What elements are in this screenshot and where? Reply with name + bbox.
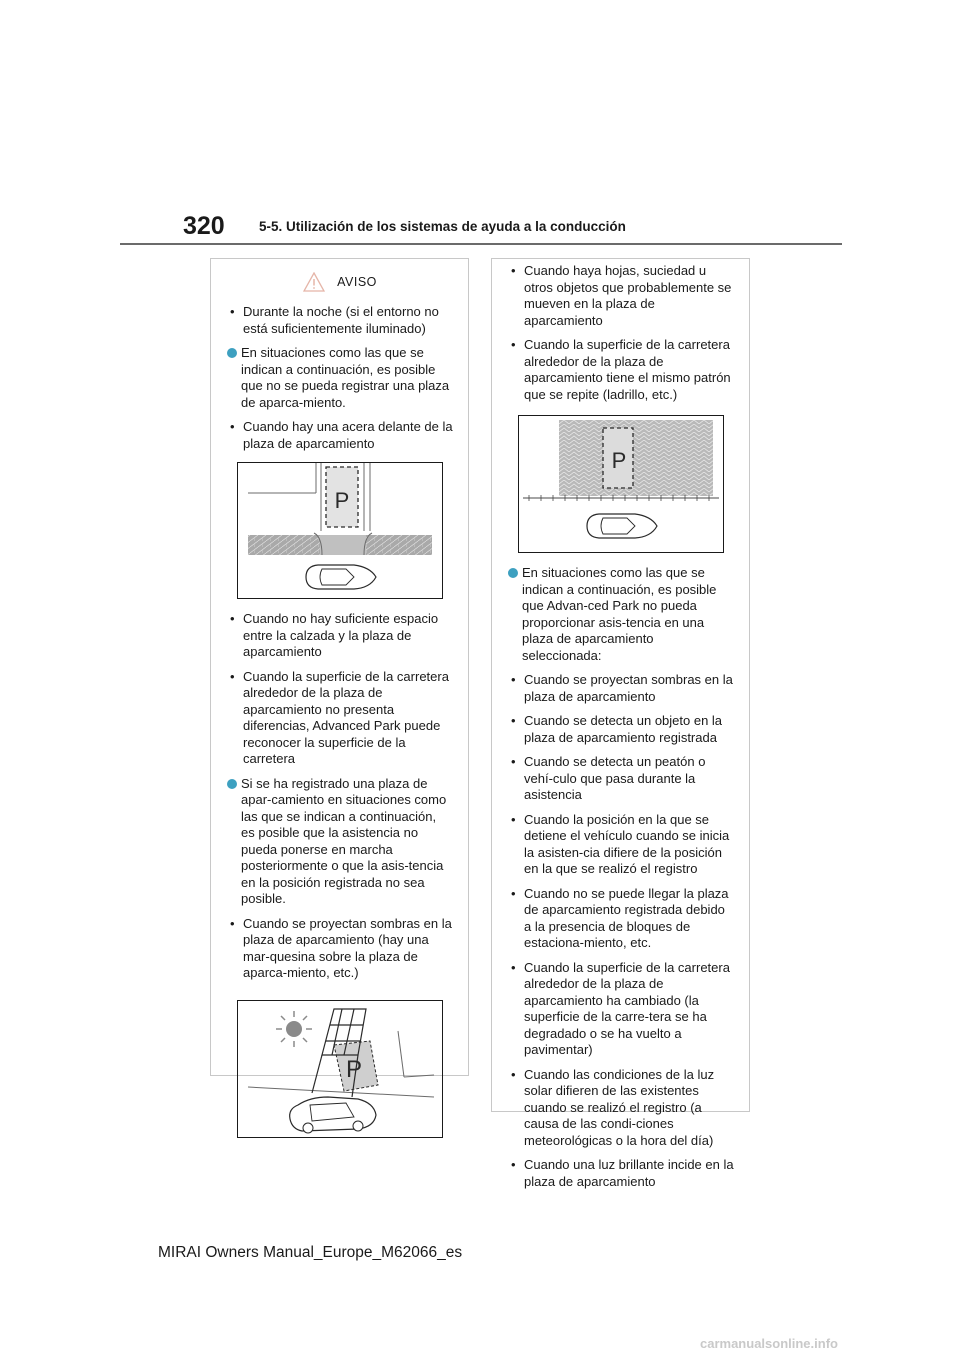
list-item: • Cuando se proyectan sombras en la plaza de aparcamiento (hay una mar-quesina sobre la plaza de aparca-miento, etc.) xyxy=(227,916,453,982)
warning-title: AVISO xyxy=(337,274,377,289)
parking-p-mark: P xyxy=(345,1055,363,1083)
list-item: • Cuando la superficie de la carretera alrededor de la plaza de aparcamiento tiene el mismo patrón que se repite (ladrillo, etc.) xyxy=(508,337,734,403)
car-icon xyxy=(290,1097,376,1133)
list-item: • Cuando se detecta un objeto en la plaza de aparcamiento registrada xyxy=(508,713,734,746)
page-header xyxy=(0,0,960,250)
list-item: • Cuando hay una acera delante de la plaza de aparcamiento xyxy=(227,419,453,452)
warning-box-left xyxy=(210,258,469,1083)
parking-p-mark: P xyxy=(334,488,350,513)
car-icon xyxy=(587,514,657,538)
illustration-brick-pattern xyxy=(518,415,724,553)
list-item: • Cuando haya hojas, suciedad u otros objetos que probablemente se mueven en la plaza de aparcamiento xyxy=(508,263,734,329)
list-item: • Cuando la superficie de la carretera alrededor de la plaza de aparcamiento ha cambiado (la superficie de la carre-tera se ha degradado o se ha vuelto a pavimentar) xyxy=(508,960,734,1059)
list-item: • Cuando se detecta un peatón o vehí-culo que pasa durante la asistencia xyxy=(508,754,734,804)
list-item: • Cuando se proyectan sombras en la plaza de aparcamiento xyxy=(508,672,734,705)
list-item: • Cuando no hay suficiente espacio entre la calzada y la plaza de aparcamiento xyxy=(227,611,453,661)
list-item: En situaciones como las que se indican a continuación, es posible que Advan-ced Park no pueda proporcionar asis-tencia en una plaza de aparcamiento seleccionada: xyxy=(508,565,734,664)
header-divider xyxy=(120,243,842,245)
warning-heading xyxy=(227,271,453,293)
sun-icon xyxy=(276,1011,312,1047)
list-item: • Cuando una luz brillante incide en la plaza de aparcamiento xyxy=(508,1157,734,1190)
watermark: carmanualsonline.info xyxy=(700,1336,838,1351)
list-item: Si se ha registrado una plaza de apar-camiento en situaciones como las que se indican a continuación, es posible que la asistencia no pueda ponerse en marcha posteriormente o que la asis-tencia en la posición registrada no sea posible. xyxy=(227,776,453,908)
page-number: 320 xyxy=(183,212,225,240)
list-item: • Cuando la posición en la que se detiene el vehículo cuando se inicia la asisten-cia difiere de la posición en la que se realizó el registro xyxy=(508,812,734,878)
list-item: • Cuando la superficie de la carretera alrededor de la plaza de aparcamiento no presenta diferencias, Advanced Park puede reconocer la superficie de la carretera xyxy=(227,669,453,768)
footer-manual-name: MIRAI Owners Manual_Europe_M62066_es xyxy=(158,1244,463,1261)
list-item: En situaciones como las que se indican a continuación, es posible que no se pueda registrar una plaza de aparca-miento. xyxy=(227,345,453,411)
warning-triangle-icon xyxy=(303,272,325,292)
list-item: • Durante la noche (si el entorno no está suficientemente iluminado) xyxy=(227,304,453,337)
car-icon xyxy=(306,565,376,589)
parking-p-mark: P xyxy=(611,448,627,473)
list-item: • Cuando las condiciones de la luz solar difieren de las existentes cuando se realizó el registro (a causa de las condi-ciones meteorológicas o la hora del día) xyxy=(508,1067,734,1150)
warning-box-right xyxy=(491,258,750,1189)
list-item: • Cuando no se puede llegar la plaza de aparcamiento registrada debido a la presencia de bloques de estaciona-miento, etc. xyxy=(508,886,734,952)
illustration-shadow xyxy=(237,1000,443,1138)
illustration-sidewalk xyxy=(237,462,443,599)
section-title: 5-5. Utilización de los sistemas de ayuda a la conducción xyxy=(259,219,626,234)
